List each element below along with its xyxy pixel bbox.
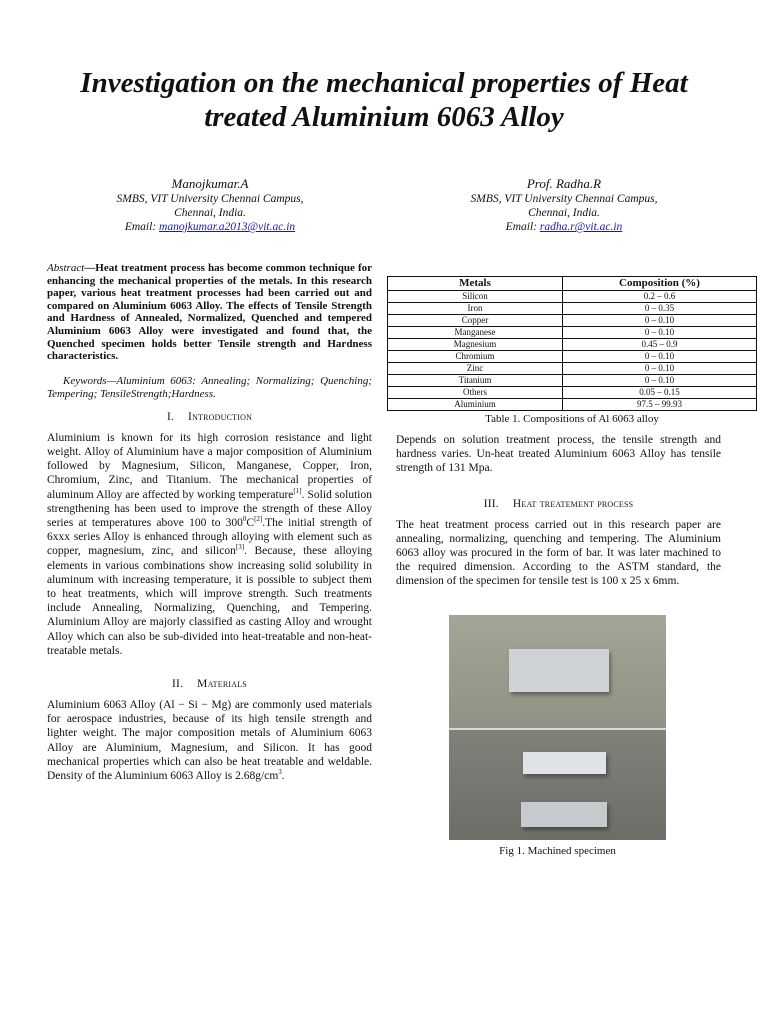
table-cell: 0 – 0.10 [563,375,757,387]
table-cell: Others [388,387,563,399]
introduction-paragraph [47,431,372,658]
cubic-superscript: 3 [278,768,282,777]
table-cell: 97.5 – 99.93 [563,399,757,411]
table-row [388,351,757,363]
author-name: Prof. Radha.R [526,176,602,191]
table-cell: Chromium [388,351,563,363]
table-cell: Aluminium [388,399,563,411]
materials-paragraph [47,698,372,783]
paper-title [40,66,728,134]
title-line-1: Investigation on the mechanical properties of Heat [80,67,688,99]
section-number: II. [172,678,184,690]
author-affiliation: SMBS, VIT University Chennai Campus, [116,193,304,205]
citation-2: [2] [254,515,263,524]
table-cell: 0 – 0.10 [563,327,757,339]
table-cell: Manganese [388,327,563,339]
table-cell: 0.45 – 0.9 [563,339,757,351]
table-caption: Table 1. Compositions of Al 6063 alloy [485,413,659,425]
author-block-1 [60,176,360,234]
intro-text-3: C [246,516,255,529]
solution-paragraph: Depends on solution treatment process, the tensile strength and hardness varies. Un-heat treated Aluminium 6063 Alloy has tensile strength of 131 Mpa. [396,434,721,475]
specimen-bar [521,802,607,827]
right-column [396,433,721,589]
author-name: Manojkumar.A [171,176,249,191]
table-header-cell: Composition (%) [563,277,757,291]
table-cell: Titanium [388,375,563,387]
section-title: Heat treatement process [512,497,634,510]
email-label: Email: [505,221,540,233]
left-column [47,262,372,783]
citation-1: [1] [293,486,302,495]
citation-3: [3] [235,543,245,552]
table-cell: Iron [388,303,563,315]
table-cell: Magnesium [388,339,563,351]
abstract-label: Abstract [47,262,85,274]
table-row [388,363,757,375]
section-heading-heat-treatment [396,498,721,510]
table-row [388,315,757,327]
email-label: Email: [124,221,160,233]
heat-treatment-paragraph: The heat treatment process carried out in this research paper are annealing, normalizing, quenching and tempering. The Aluminium 6063 alloy was procured in the form of bar. It was later machined to the required dimension. According to the ASTM standard, the dimension of the specimen for tensile test is 100 x 25 x 6mm. [396,518,721,588]
author-location: Chennai, India. [528,207,600,219]
table-row [388,327,757,339]
section-heading-introduction [47,411,372,423]
intro-text-2: . Solid solution strengthening has been used to improve the strength of these Alloy series at temperatures above 100 to 300 [47,488,372,529]
figure-caption: Fig 1. Machined specimen [499,845,616,857]
machined-specimen-photo [449,615,666,840]
table-cell: 0.2 – 0.6 [563,291,757,303]
degree-superscript: 0 [242,515,247,524]
keywords: Keywords—Aluminium 6063: Annealing; Normalizing; Quenching; Tempering; TensileStrength;Hardness. [47,374,372,400]
author-affiliation: SMBS, VIT University Chennai Campus, [470,193,658,205]
table-row [388,399,757,411]
section-number: III. [483,497,499,510]
table-row [388,375,757,387]
table-row [388,339,757,351]
table-header-row [388,277,757,291]
intro-text-4: .The initial strength of 6xxx series Alloy is enhanced through alloying with element such as copper, magnesium, zinc, and silicon [47,516,372,558]
table-cell: 0 – 0.10 [563,363,757,375]
author-email-line [60,220,360,234]
table-cell: 0 – 0.35 [563,303,757,315]
abstract [47,262,372,363]
table-row [388,291,757,303]
composition-table-block [387,276,757,425]
intro-text-1: Aluminium is known for its high corrosion resistance and light weight. Alloy of Aluminium have a major composition of Aluminium followed by Magnesium, Silicon, Manganese, Copper, Iron, Chromium, Zinc, and Titanium. The mechanical properties of aluminum Alloy are affected by working temperature [47,431,372,501]
author-email-link[interactable]: manojkumar.a2013@vit.ac.in [159,221,296,233]
table-row [388,387,757,399]
section-title: Introduction [188,410,253,423]
table-header-cell: Metals [388,277,563,291]
abstract-text: —Heat treatment process has become common technique for enhancing the mechanical properties of the metals. In this research paper, various heat treatment processes had been carried out and compared on Aluminium 6063 Alloy. The effects of Tensile Strength and Hardness of Annealed, Normalized, Quenched and tempered Aluminium 6063 Alloy were investigated and found that, the Quenched specimen holds better Tensile strength and Hardness characteristics. [47,262,372,363]
composition-table [387,276,757,411]
author-email-link[interactable]: radha.r@vit.ac.in [539,221,623,233]
table-cell: Zinc [388,363,563,375]
table-row [388,303,757,315]
author-email-line [414,220,714,234]
materials-text-1: Aluminium 6063 Alloy (Al − Si − Mg) are commonly used materials for aerospace industries, because of its high tensile strength and lighter weight. The major composition metals of Aluminium 6063 Alloy are Aluminium, Magnesium, and Silicon. It has good mechanical properties which can also be heat treatable and weldable. Density of the Aluminium 6063 Alloy is 2.68g/cm [47,699,372,783]
intro-text-5: . Because, these alloying elements in various combinations show increasing solid solubility in aluminum with increasing temperature, it is possible to subject them to heat treatments, which will improve strength. Such treatments include Annealing, Normalizing, Quenching, and Tempering. Aluminium Alloy are majorly classified as casting Alloy and wrought Alloy which can also be sub-divided into heat-treatable and non-heat-treatable metals. [47,545,372,657]
table-cell: 0.05 – 0.15 [563,387,757,399]
table-cell: 0 – 0.10 [563,351,757,363]
table-cell: Copper [388,315,563,327]
section-heading-materials [47,678,372,690]
table-cell: Silicon [388,291,563,303]
title-line-2: treated Aluminium 6063 Alloy [204,101,564,133]
author-location: Chennai, India. [174,207,246,219]
section-title: Materials [197,678,247,690]
specimen-bar [509,649,609,692]
materials-text-2: . [281,770,285,783]
table-cell: 0 – 0.10 [563,315,757,327]
specimen-bar [523,752,606,774]
author-block-2 [414,176,714,234]
section-number: I. [166,410,175,423]
